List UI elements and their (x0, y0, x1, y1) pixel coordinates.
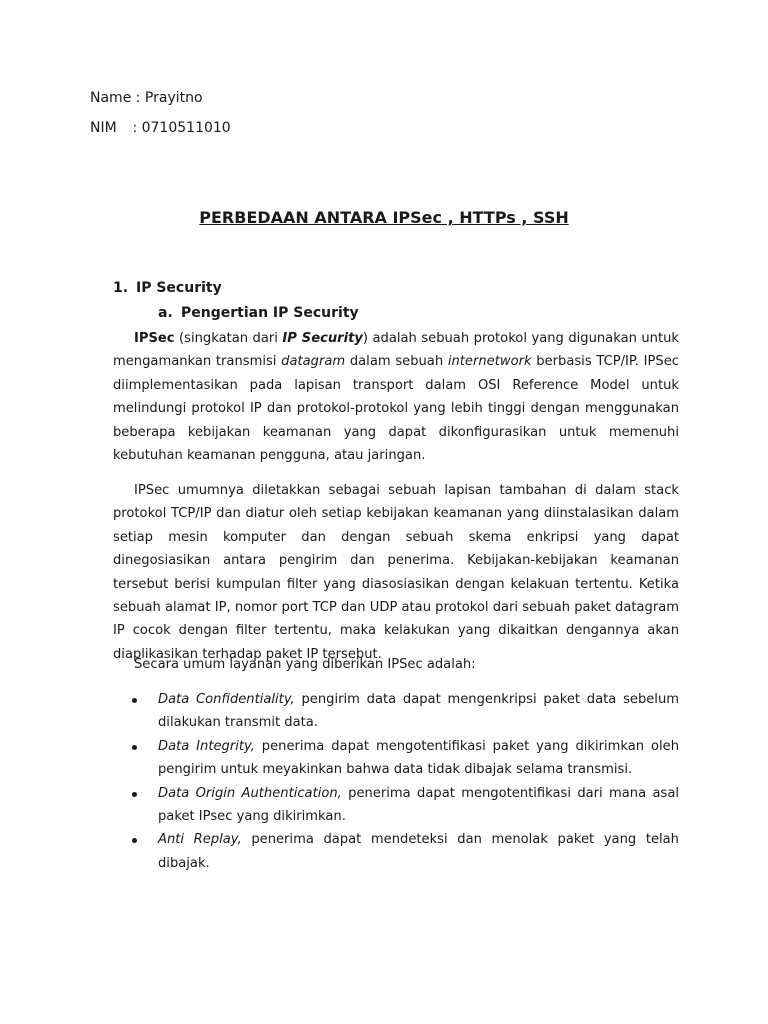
service-term: Data Integrity, (158, 738, 255, 754)
nim-line (90, 120, 231, 136)
nim-label: NIM (90, 120, 117, 136)
name-line (90, 90, 203, 106)
bullet-icon (132, 745, 137, 750)
paragraph-text: berbasis TCP/IP. IPSec diimplementasikan pada lapisan transport dalam OSI Reference Model untuk melindungi protokol IP dan protokol-protokol yang lebih tinggi dengan menggunakan beberapa kebijakan keamanan yang dapat dikonfigurasikan untuk memenuhi kebutuhan keamanan pengguna, atau jaringan. (113, 354, 679, 464)
service-term: Data Confidentiality, (158, 692, 295, 707)
nim-value: : 0710511010 (132, 120, 231, 136)
paragraph-text: ) adalah sebuah protokol yang digunakan untuk mengamankan transmisi (113, 331, 679, 370)
subsection-letter: a. (158, 305, 173, 321)
service-desc: pengirim data dapat mengenkripsi paket data sebelum dilakukan transmit data. (158, 692, 679, 731)
list-item (113, 782, 679, 829)
term-ip-security: IP Security (282, 331, 363, 346)
bullet-icon (132, 792, 137, 797)
service-term: Data Origin Authentication, (158, 785, 342, 801)
paragraph-text: (singkatan dari (174, 331, 283, 346)
term-datagram: datagram (281, 354, 346, 370)
bullet-icon (132, 838, 137, 843)
paragraph-placement (113, 479, 679, 666)
subsection-heading-text: Pengertian IP Security (181, 305, 359, 321)
paragraph-definition (113, 327, 679, 467)
term-internetwork: internetwork (447, 354, 532, 370)
paragraph-text: IPSec umumnya diletakkan sebagai sebuah lapisan tambahan di dalam stack protokol TCP/IP dan diatur oleh setiap kebijakan keamanan yang diinstalasikan dalam setiap mesin komputer dan dengan sebuah skema enkripsi yang dapat dinegosiasikan antara pengirim dan penerima. Kebijakan-kebijakan keamanan tersebut berisi kumpulan filter yang diasosiasikan dengan kelakuan tertentu. Ketika sebuah alamat IP, nomor port TCP dan UDP atau protokol dari sebuah paket datagram IP cocok dengan filter tertentu, maka kelakukan yang dikaitkan dengannya akan diaplikasikan terhadap paket IP tersebut. (113, 483, 679, 662)
list-item (113, 735, 679, 782)
name-value: : Prayitno (135, 90, 203, 106)
document-title: PERBEDAAN ANTARA IPSec , HTTPs , SSH (199, 208, 569, 227)
section-heading-text: IP Security (136, 280, 222, 296)
service-desc: penerima dapat mengotentifikasi paket yang dikirimkan oleh pengirim untuk meyakinkan bahwa data tidak dibajak selama transmisi. (158, 738, 679, 778)
paragraph-text: dalam sebuah (345, 354, 448, 370)
service-desc: penerima dapat mengotentifikasi dari mana asal paket IPsec yang dikirimkan. (158, 785, 679, 825)
paragraph-text: Secara umum layanan yang diberikan IPSec adalah: (134, 657, 476, 672)
bullet-icon (132, 698, 137, 703)
services-list (113, 688, 679, 875)
section-number: 1. (113, 280, 129, 296)
list-item (113, 688, 679, 735)
service-desc: penerima dapat mendeteksi dan menolak paket yang telah dibajak. (158, 832, 679, 871)
name-label: Name (90, 90, 132, 106)
service-term: Anti Replay, (158, 832, 242, 848)
section-heading-ip-security (113, 280, 222, 296)
list-item (113, 828, 679, 875)
paragraph-services-intro (113, 653, 679, 676)
subsection-heading-pengertian (158, 305, 359, 321)
term-ipsec: IPSec (134, 331, 175, 346)
